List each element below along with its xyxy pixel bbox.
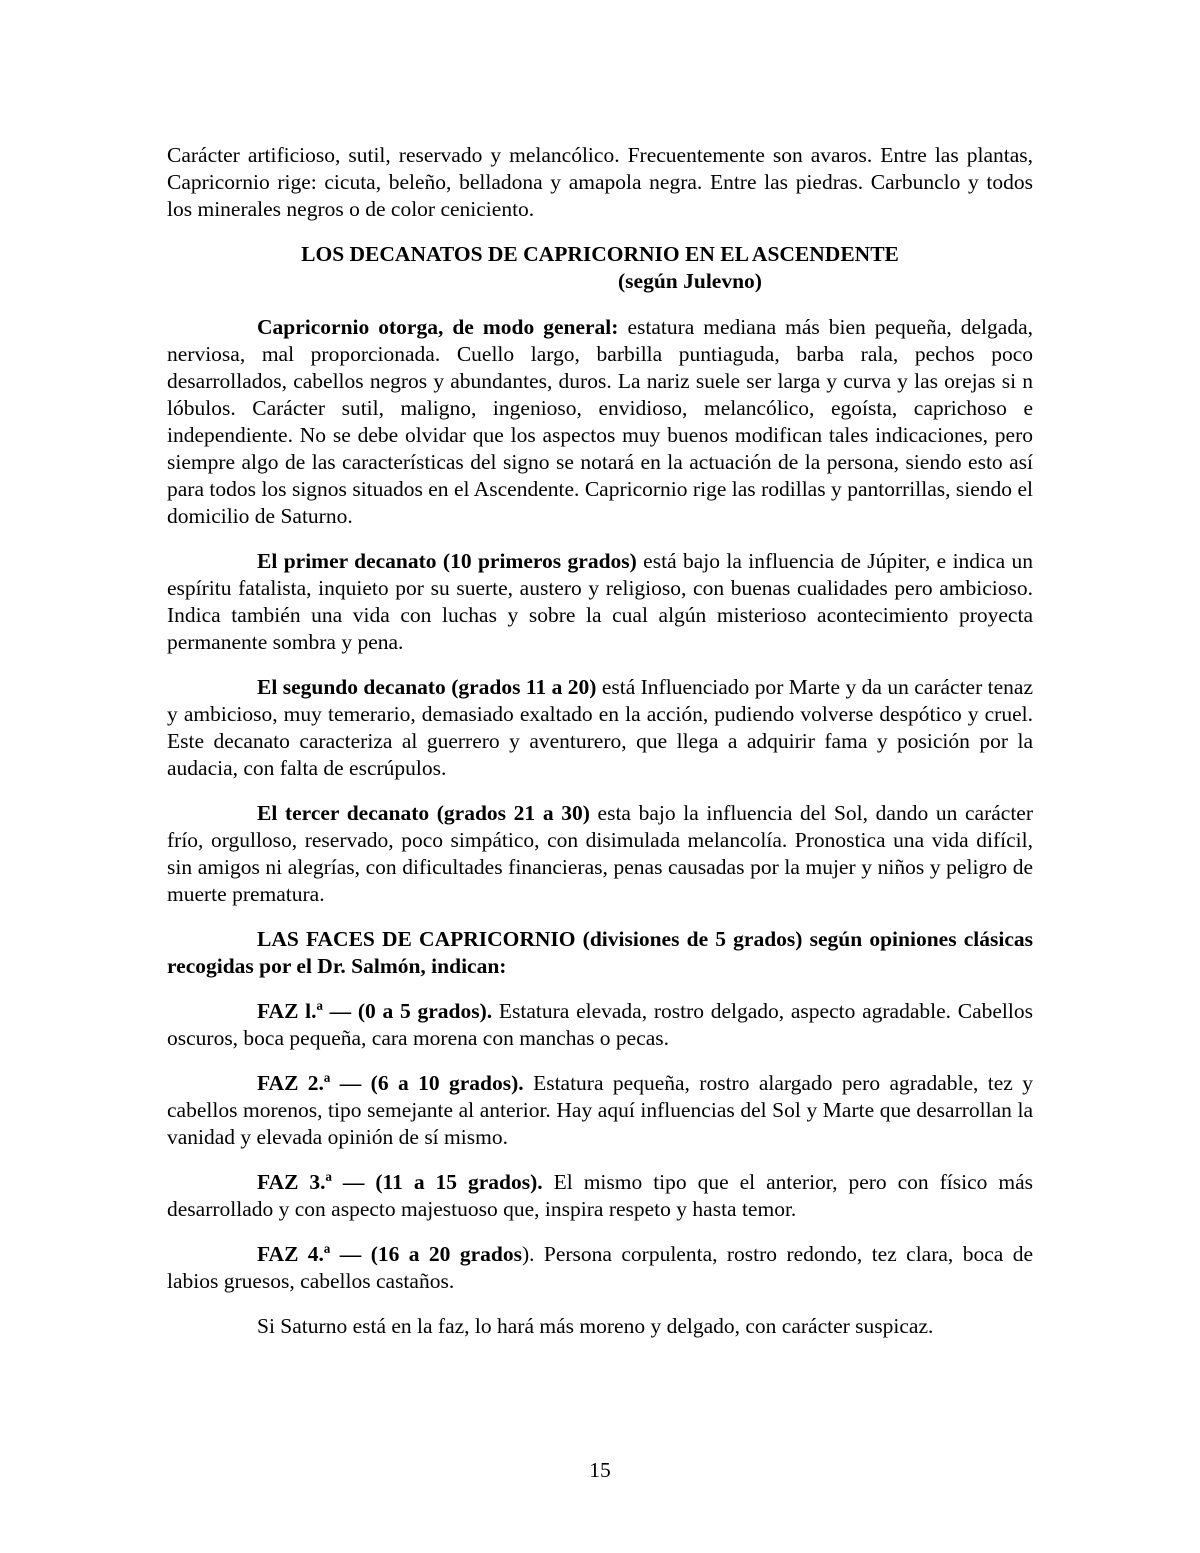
paragraph-lead: FAZ 3.ª — (11 a 15 grados). xyxy=(257,1170,543,1194)
paragraph-body: está bajo la influencia de Júpiter, e indica un espíritu fatalista, inquieto por su suerte, austero y religioso, con buenas cualidades pero ambicioso. Indica también una vida con luchas y sobre la cual algún misterioso acontecimiento proyecta permanente sombra y pena. xyxy=(167,549,1033,654)
paragraph-body: está Influenciado por Marte y da un carácter tenaz y ambicioso, muy temerario, demasiado exaltado en la acción, pudiendo volverse despótico y cruel. Este decanato caracteriza al guerrero y aventurero, que llega a adquirir fama y posición por la audacia, con falta de escrúpulos. xyxy=(167,675,1033,780)
paragraph-face-2 xyxy=(167,1070,1033,1151)
paragraph-face-4 xyxy=(167,1241,1033,1295)
paragraph-body: estatura mediana más bien pequeña, delgada, nerviosa, mal proporcionada. Cuello largo, barbilla puntiaguda, barba rala, pechos poco desarrollados, cabellos negros y abundantes, duros. La nariz suele ser larga y curva y las orejas si n lóbulos. Carácter sutil, maligno, ingenioso, envidioso, melancólico, egoísta, caprichoso e independiente. No se debe olvidar que los aspectos muy buenos modifican tales indicaciones, pero siempre algo de las características del signo se notará en la actuación de la persona, siendo esto así para todos los signos situados en el Ascendente. Capricornio rige las rodillas y pantorrillas, siendo el domicilio de Saturno. xyxy=(167,315,1033,528)
page-content xyxy=(167,142,1033,1340)
heading-title: LOS DECANATOS DE CAPRICORNIO EN EL ASCENDENTE xyxy=(301,242,899,266)
paragraph-body: ). Persona corpulenta, rostro redondo, tez clara, boca de labios gruesos, cabellos castaños. xyxy=(167,1242,1033,1293)
paragraph-lead: FAZ 2.ª — (6 a 10 grados). xyxy=(257,1071,524,1095)
section-heading xyxy=(167,241,1033,295)
paragraph-lead: El segundo decanato (grados 11 a 20) xyxy=(257,675,597,699)
paragraph-lead: FAZ 4.ª — (16 a 20 grados xyxy=(257,1242,522,1266)
paragraph-first-decanate xyxy=(167,548,1033,656)
paragraph-general xyxy=(167,314,1033,530)
paragraph-body: El mismo tipo que el anterior, pero con físico más desarrollado y con aspecto majestuoso que, inspira respeto y hasta temor. xyxy=(167,1170,1033,1221)
paragraph-face-3 xyxy=(167,1169,1033,1223)
paragraph-lead: FAZ l.ª — (0 a 5 grados). xyxy=(257,999,493,1023)
paragraph-lead: Capricornio otorga, de modo general: xyxy=(257,315,619,339)
paragraph-second-decanate xyxy=(167,674,1033,782)
heading-subtitle: (según Julevno) xyxy=(618,269,762,293)
paragraph-lead: El primer decanato (10 primeros grados) xyxy=(257,549,637,573)
paragraph-third-decanate xyxy=(167,800,1033,908)
paragraph-lead: LAS FACES DE CAPRICORNIO (divisiones de 5 grados) según opiniones clásicas recogidas por el Dr. Salmón, indican: xyxy=(167,927,1033,978)
paragraph-body: esta bajo la influencia del Sol, dando un carácter frío, orgulloso, reservado, poco simpático, con disimulada melancolía. Pronostica una vida difícil, sin amigos ni alegrías, con dificultades financieras, penas causadas por la mujer y niños y peligro de muerte prematura. xyxy=(167,801,1033,906)
paragraph-lead: El tercer decanato (grados 21 a 30) xyxy=(257,801,590,825)
page-number: 15 xyxy=(589,1458,611,1482)
paragraph-body: Estatura pequeña, rostro alargado pero agradable, tez y cabellos morenos, tipo semejante al anterior. Hay aquí influencias del Sol y Marte que desarrollan la vanidad y elevada opinión de sí mismo. xyxy=(167,1071,1034,1149)
paragraph-faces-intro xyxy=(167,926,1033,980)
intro-paragraph: Carácter artificioso, sutil, reservado y melancólico. Frecuentemente son avaros. Entre las plantas, Capricornio rige: cicuta, beleño, belladona y amapola negra. Entre las piedras. Carbunclo y todos los minerales negros o de color ceniciento. xyxy=(167,143,1033,221)
paragraph-body: Estatura elevada, rostro delgado, aspecto agradable. Cabellos oscuros, boca pequeña, cara morena con manchas o pecas. xyxy=(167,999,1033,1050)
closing-paragraph: Si Saturno está en la faz, lo hará más moreno y delgado, con carácter suspicaz. xyxy=(257,1314,934,1338)
paragraph-face-1 xyxy=(167,998,1033,1052)
